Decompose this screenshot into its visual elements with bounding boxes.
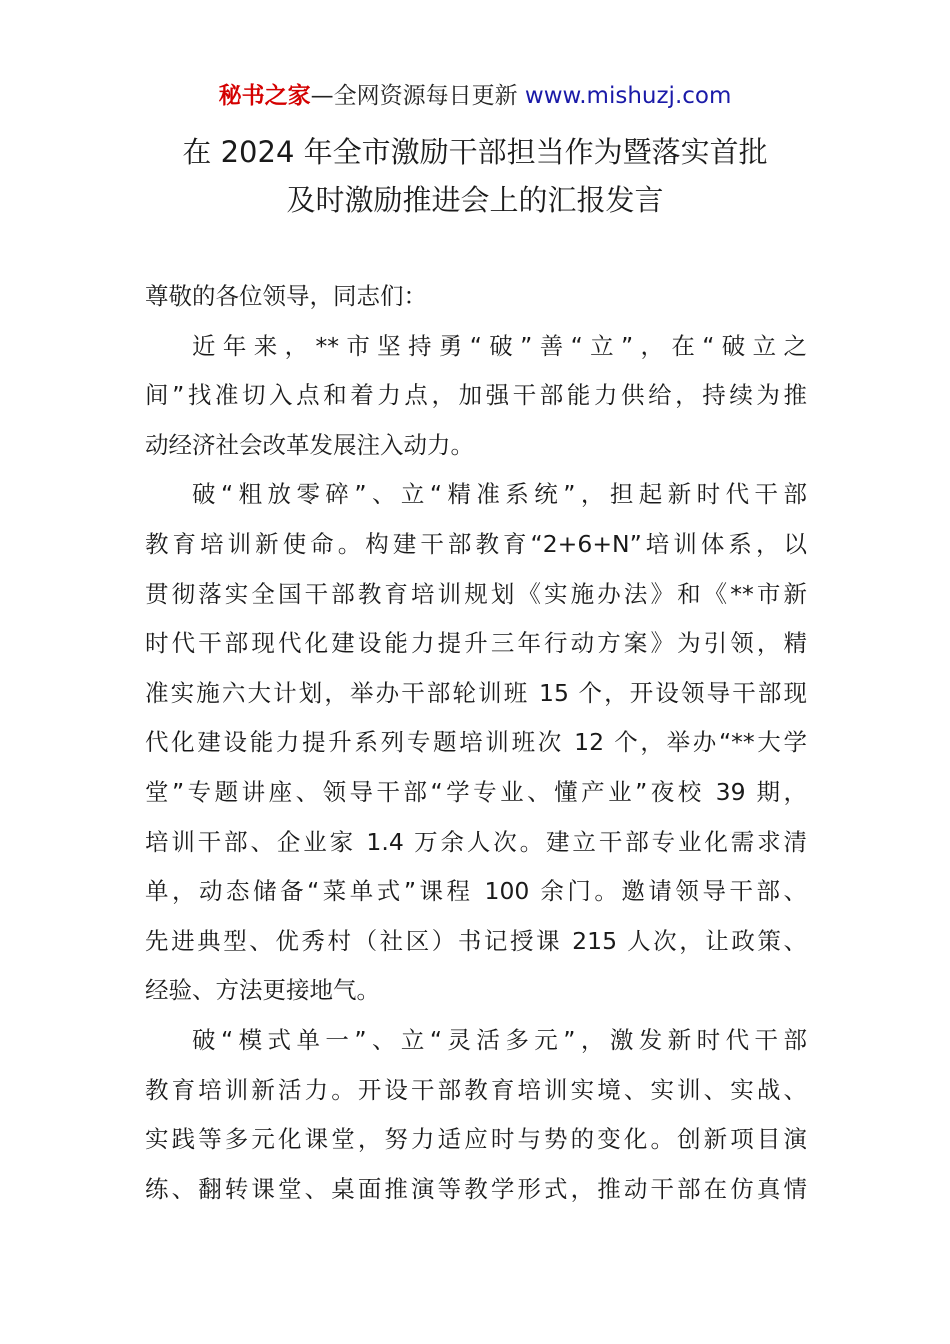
salutation: 尊敬的各位领导，同志们： (145, 282, 427, 310)
paragraph-line: 教育培训新活力。开设干部教育培训实境、实训、实战、 (145, 1075, 807, 1104)
paragraph-line: 练、翻转课堂、桌面推演等教学形式，推动干部在仿真情 (145, 1174, 807, 1203)
paragraph-line: 教育培训新使命。构建干部教育“2+6+N”培训体系，以 (145, 529, 807, 558)
paragraph-line: 先进典型、优秀村（社区）书记授课 215 人次，让政策、 (145, 926, 807, 955)
paragraph-line: 准实施六大计划，举办干部轮训班 15 个，开设领导干部现 (145, 678, 807, 707)
paragraph-line: 间”找准切入点和着力点，加强干部能力供给，持续为推 (145, 381, 807, 410)
paragraph-line: 破“粗放零碎”、立“精准系统”，担起新时代干部 (192, 480, 807, 509)
paragraph-line: 堂”专题讲座、领导干部“学专业、懂产业”夜校 39 期， (145, 777, 807, 806)
paragraph-line: 代化建设能力提升系列专题培训班次 12 个，举办“**大学 (145, 728, 807, 757)
paragraph-1 (145, 322, 807, 471)
paragraph-line: 培训干部、企业家 1.4 万余人次。建立干部专业化需求清 (145, 827, 807, 856)
brand-name: 秘书之家 (218, 83, 311, 109)
paragraph-line: 贯彻落实全国干部教育培训规划《实施办法》和《**市新 (145, 579, 807, 608)
paragraph-line: 实践等多元化课堂，努力适应时与势的变化。创新项目演 (145, 1125, 807, 1154)
title-line-2: 及时激励推进会上的汇报发言 (286, 183, 664, 217)
header-tagline: —全网资源每日更新 (310, 83, 525, 109)
paragraph-line: 时代干部现代化建设能力提升三年行动方案》为引领，精 (145, 629, 807, 658)
title-line-1: 在 2024 年全市激励干部担当作为暨落实首批 (182, 135, 768, 169)
paragraph-3 (145, 1016, 807, 1214)
site-url-link[interactable]: www.mishuzj.com (524, 83, 732, 109)
document-title (0, 128, 950, 224)
document-body (145, 272, 807, 1214)
paragraph-line: 经验、方法更接地气。 (145, 976, 380, 1005)
paragraph-line: 近年来，**市坚持勇“破”善“立”，在“破立之 (192, 331, 807, 360)
paragraph-line: 动经济社会改革发展注入动力。 (145, 430, 474, 459)
paragraph-2 (145, 470, 807, 1016)
paragraph-line: 单，动态储备“菜单式”课程 100 余门。邀请领导干部、 (145, 877, 807, 906)
site-header (0, 80, 950, 112)
paragraph-line: 破“模式单一”、立“灵活多元”，激发新时代干部 (192, 1025, 807, 1054)
